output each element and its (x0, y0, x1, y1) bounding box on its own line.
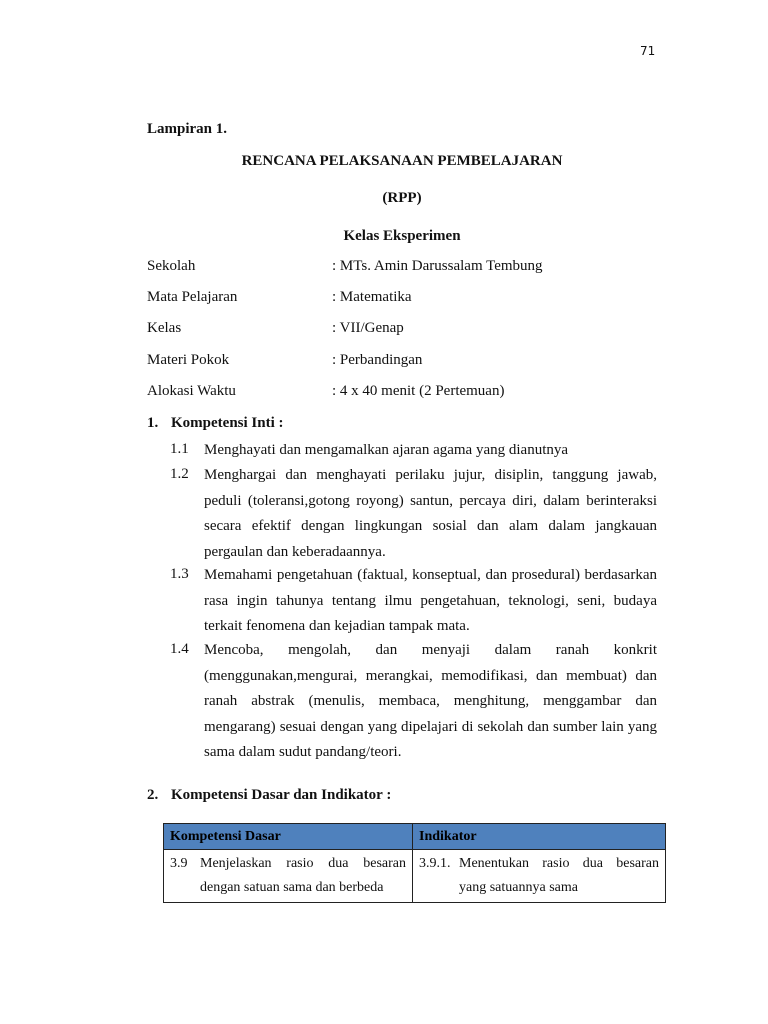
indikator-cell-content (419, 852, 659, 900)
ki-item-number: 1.2 (170, 466, 189, 482)
kd-code: 3.9 (170, 856, 188, 871)
info-label: Sekolah (147, 258, 196, 274)
table-row (164, 850, 666, 903)
info-label: Alokasi Waktu (147, 383, 236, 399)
ki-item-number: 1.4 (170, 641, 189, 657)
info-label: Mata Pelajaran (147, 289, 238, 305)
ki-item (170, 438, 657, 464)
table-header-kompetensi-dasar: Kompetensi Dasar (164, 824, 413, 850)
kd-indikator-table (163, 823, 666, 903)
ki-item-number: 1.3 (170, 566, 189, 582)
section-title: Kompetensi Inti : (171, 415, 284, 431)
section-heading-kompetensi-inti (147, 415, 284, 432)
lampiran-label: Lampiran 1. (147, 121, 228, 137)
indikator-cell (413, 850, 666, 903)
section-title: Kompetensi Dasar dan Indikator : (171, 787, 392, 803)
section-number: 1. (147, 415, 159, 431)
page-title: RENCANA PELAKSANAAN PEMBELAJARAN (241, 153, 563, 169)
info-value: : 4 x 40 menit (2 Pertemuan) (332, 383, 505, 399)
section-heading-kompetensi-dasar (147, 787, 391, 804)
info-value: : MTs. Amin Darussalam Tembung (332, 258, 543, 274)
info-label: Materi Pokok (147, 352, 230, 368)
indikator-code: 3.9.1. (419, 856, 451, 871)
info-label: Kelas (147, 320, 182, 336)
ki-item (170, 563, 657, 640)
ki-item-text: Menghargai dan menghayati perilaku jujur, disiplin, tanggung jawab, peduli (toleransi,gotong royong) santun, percaya diri, dalam berinteraksi secara efektif dengan lingkungan sosial dan alam dalam jangkauan pergaulan dan keberadaannya. (204, 467, 657, 560)
ki-item-number: 1.1 (170, 441, 189, 457)
ki-item (170, 463, 657, 565)
table-header-indikator: Indikator (413, 824, 666, 850)
page-subtitle: (RPP) (382, 190, 422, 206)
ki-item-text: Mencoba, mengolah, dan menyaji dalam ranah konkrit (menggunakan,mengurai, merangkai, memodifikasi, dan membuat) dan ranah abstrak (menulis, membaca, menghitung, menggambar dan mengarang) sesuai dengan yang dipelajari di sekolah dan sumber lain yang sama dalam sudut pandang/teori. (204, 642, 657, 760)
info-value: : Perbandingan (332, 352, 423, 368)
kd-cell (164, 850, 413, 903)
kd-cell-content (170, 852, 406, 900)
ki-item-text: Memahami pengetahuan (faktual, konseptual, dan prosedural) berdasarkan rasa ingin tahunya tentang ilmu pengetahuan, teknologi, seni, budaya terkait fenomena dan kejadian tampak mata. (204, 567, 657, 634)
kd-text: Menjelaskan rasio dua besaran dengan satuan sama dan berbeda (200, 856, 406, 895)
ki-item (170, 638, 657, 766)
section-number: 2. (147, 787, 159, 803)
page-number: 71 (640, 44, 656, 58)
info-value: : VII/Genap (332, 320, 404, 336)
table-header-row (164, 824, 666, 850)
ki-item-text: Menghayati dan mengamalkan ajaran agama yang dianutnya (204, 442, 569, 458)
kelas-label: Kelas Eksperimen (343, 228, 461, 244)
info-value: : Matematika (332, 289, 412, 305)
indikator-text: Menentukan rasio dua besaran yang satuannya sama (459, 856, 659, 895)
